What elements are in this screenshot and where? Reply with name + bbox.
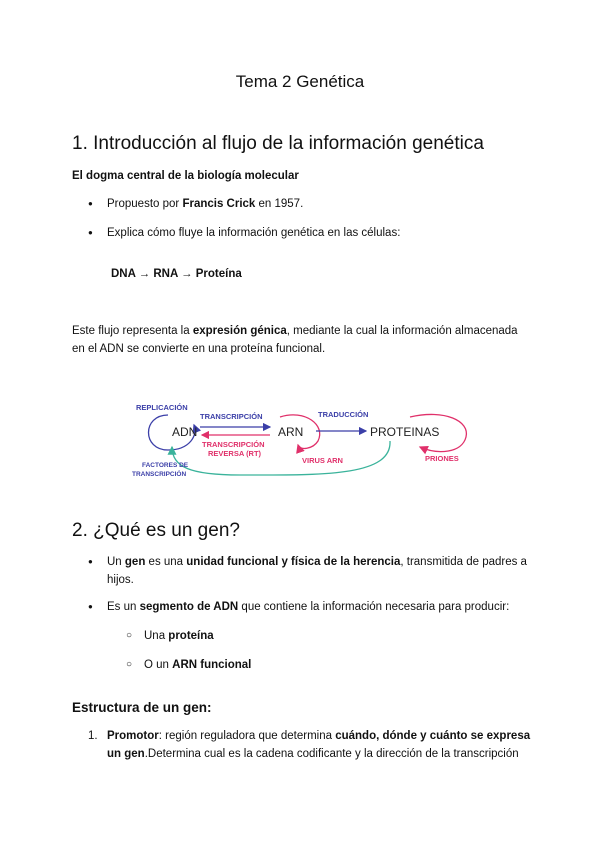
- expression-paragraph: Este flujo representa la expresión génica, mediante la cual la información almacenada en el ADN se convierte en una proteína funcional.: [72, 325, 518, 355]
- transcription-factors-label-1: FACTORES DE: [142, 462, 189, 469]
- node-proteinas: PROTEINAS: [370, 425, 440, 439]
- bullet-icon: ●: [88, 199, 93, 208]
- bullet-icon: ●: [88, 228, 93, 237]
- node-arn: ARN: [278, 425, 304, 439]
- central-dogma-formula: DNA → RNA → Proteína: [111, 268, 242, 280]
- gene-structure-heading: Estructura de un gen:: [72, 700, 212, 715]
- transcription-label: TRANSCRIPCIÓN: [200, 412, 263, 421]
- document-title: Tema 2 Genética: [235, 72, 365, 91]
- bullet-icon: ●: [88, 557, 93, 566]
- transcription-factors-label-2: TRANSCRIPCIÓN: [132, 471, 187, 478]
- central-dogma-subheading: El dogma central de la biología molecular: [72, 170, 299, 182]
- replication-label: REPLICACIÓN: [136, 403, 188, 412]
- prions-label: PRIONES: [425, 454, 459, 463]
- central-dogma-diagram: [120, 395, 500, 485]
- section-1-heading: 1. Introducción al flujo de la información genética: [72, 133, 484, 154]
- sub-bullet-icon: ○: [126, 630, 133, 641]
- virus-arn-label: VIRUS ARN: [302, 456, 343, 465]
- node-adn: ADN: [172, 425, 198, 439]
- sub-bullet-icon: ○: [126, 659, 133, 670]
- bullet-icon: ●: [88, 602, 93, 611]
- reverse-transcription-label-2: REVERSA (RT): [208, 449, 262, 458]
- reverse-transcription-label-1: TRANSCRIPCIÓN: [202, 440, 265, 449]
- translation-label: TRADUCCIÓN: [318, 410, 369, 419]
- section-2-heading: 2. ¿Qué es un gen?: [72, 520, 240, 541]
